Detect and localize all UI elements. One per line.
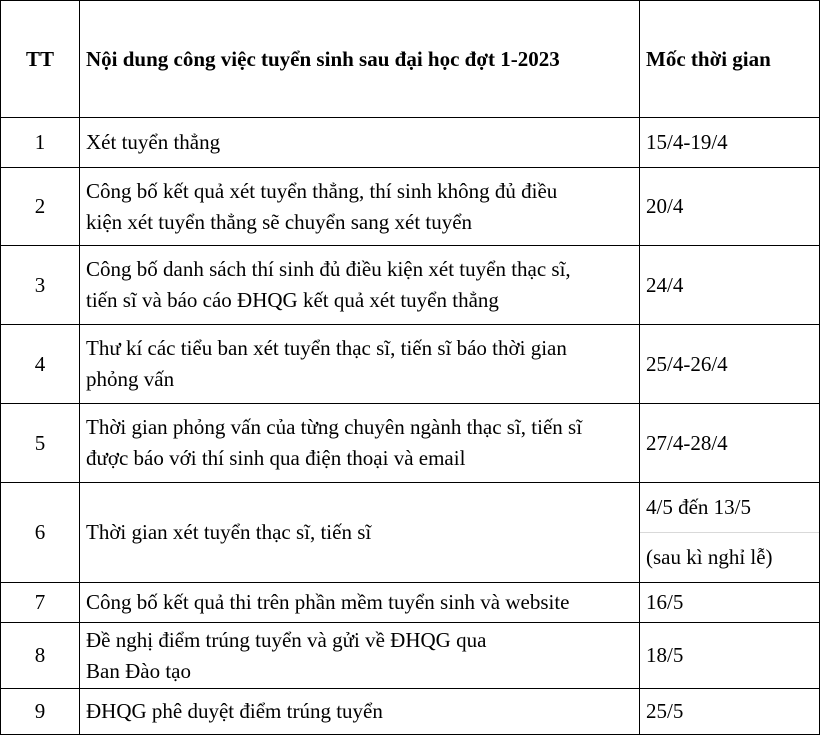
header-tt: TT xyxy=(1,1,80,118)
row-number: 2 xyxy=(1,168,80,246)
row-time: 27/4-28/4 xyxy=(640,404,820,483)
table-row xyxy=(1,689,820,735)
row-time xyxy=(640,483,820,583)
table-row xyxy=(1,583,820,623)
row-number: 8 xyxy=(1,623,80,689)
row-content xyxy=(80,689,640,735)
row-content-line: ĐHQG phê duyệt điểm trúng tuyển xyxy=(86,699,383,723)
row-content-line: Ban Đào tạo xyxy=(86,658,191,683)
row-content-line: Công bố danh sách thí sinh đủ điều kiện xét tuyển thạc sĩ, xyxy=(86,257,571,281)
table-row xyxy=(1,325,820,404)
row-number: 3 xyxy=(1,246,80,325)
row-number: 7 xyxy=(1,583,80,623)
table-row xyxy=(1,246,820,325)
row-number: 9 xyxy=(1,689,80,735)
table-row xyxy=(1,118,820,168)
row-content-line: Thời gian xét tuyển thạc sĩ, tiến sĩ xyxy=(86,520,372,544)
row-time: 16/5 xyxy=(640,583,820,623)
row-content xyxy=(80,118,640,168)
table-row xyxy=(1,623,820,689)
row-number: 5 xyxy=(1,404,80,483)
row-content-line: tiến sĩ và báo cáo ĐHQG kết quả xét tuyển thẳng xyxy=(86,288,499,312)
row-content-line: Thư kí các tiểu ban xét tuyển thạc sĩ, tiến sĩ báo thời gian xyxy=(86,336,567,360)
row-content xyxy=(80,623,640,689)
row-number: 4 xyxy=(1,325,80,404)
row-content xyxy=(80,404,640,483)
row-time: 25/4-26/4 xyxy=(640,325,820,404)
row-content xyxy=(80,325,640,404)
row-number: 6 xyxy=(1,483,80,583)
row-time-line: (sau kì nghỉ lễ) xyxy=(646,545,773,569)
header-time: Mốc thời gian xyxy=(640,1,820,118)
row-content-line: kiện xét tuyển thẳng sẽ chuyển sang xét tuyển xyxy=(86,209,473,234)
row-time: 15/4-19/4 xyxy=(640,118,820,168)
row-time-split xyxy=(640,483,819,582)
row-content-line: Công bố kết quả thi trên phần mềm tuyển sinh và website xyxy=(86,590,570,614)
row-content xyxy=(80,246,640,325)
row-time: 25/5 xyxy=(640,689,820,735)
row-content xyxy=(80,168,640,246)
row-content-line: Xét tuyển thẳng xyxy=(86,130,221,154)
row-time: 24/4 xyxy=(640,246,820,325)
row-content xyxy=(80,483,640,583)
row-content-line: phỏng vấn xyxy=(86,367,175,391)
row-number: 1 xyxy=(1,118,80,168)
row-content-line: Công bố kết quả xét tuyển thẳng, thí sinh không đủ điều xyxy=(86,178,558,203)
row-time-line: 4/5 đến 13/5 xyxy=(640,483,819,533)
row-content-line: Đề nghị điểm trúng tuyển và gửi về ĐHQG qua xyxy=(86,627,487,652)
row-time: 20/4 xyxy=(640,168,820,246)
table-row xyxy=(1,483,820,583)
header-content: Nội dung công việc tuyển sinh sau đại học đợt 1-2023 xyxy=(80,1,640,118)
row-content-line: được báo với thí sinh qua điện thoại và email xyxy=(86,446,466,470)
row-time: 18/5 xyxy=(640,623,820,689)
table-row xyxy=(1,168,820,246)
row-content-line: Thời gian phỏng vấn của từng chuyên ngành thạc sĩ, tiến sĩ xyxy=(86,415,583,439)
table-header-row xyxy=(1,1,820,118)
row-content xyxy=(80,583,640,623)
table-row xyxy=(1,404,820,483)
